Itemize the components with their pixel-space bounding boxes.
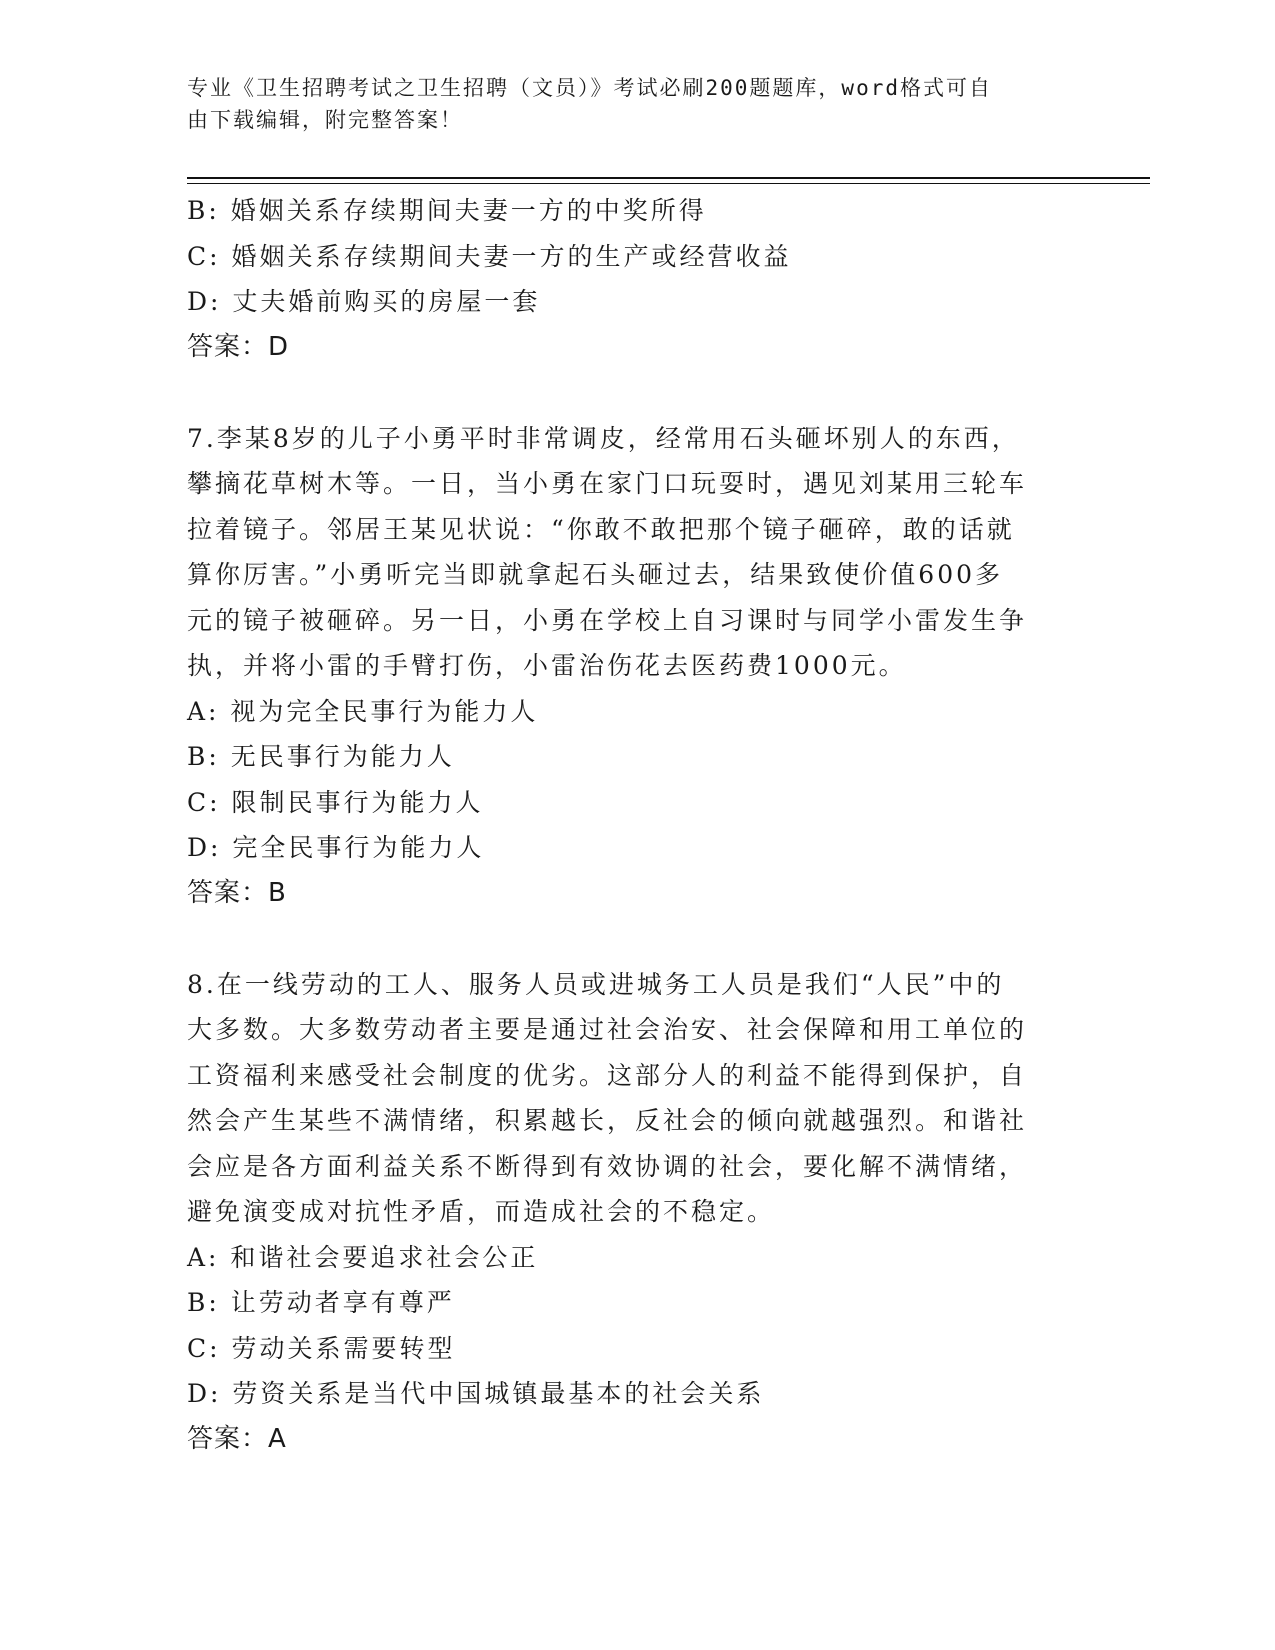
q8-option-b: B: 让劳动者享有尊严: [187, 1288, 455, 1317]
q6-option-c: C: 婚姻关系存续期间夫妻一方的生产或经营收益: [187, 241, 792, 271]
q8-answer: 答案：A: [187, 1423, 287, 1454]
question-8: [187, 962, 1067, 1463]
q7-text-line: 执，并将小雷的手臂打伤，小雷治伤花去医药费1000元。: [187, 651, 907, 680]
q6-answer: 答案：D: [187, 331, 290, 362]
q6-option-b: B: 婚姻关系存续期间夫妻一方的中奖所得: [187, 196, 707, 225]
q7-option-c: C: 限制民事行为能力人: [187, 787, 484, 817]
header-rule-thin: [187, 183, 1150, 184]
q8-option-a: A: 和谐社会要追求社会公正: [187, 1242, 539, 1272]
q7-text-line: 元的镜子被砸碎。另一日，小勇在学校上自习课时与同学小雷发生争: [187, 605, 1028, 635]
header-line-1: 专业《卫生招聘考试之卫生招聘（文员）》考试必刷200题题库，word格式可自: [187, 76, 992, 100]
q7-option-d: D: 完全民事行为能力人: [187, 833, 485, 862]
q8-text-line: 8.在一线劳动的工人、服务人员或进城务工人员是我们“人民”中的: [187, 969, 1005, 999]
q8-text-line: 会应是各方面利益关系不断得到有效协调的社会，要化解不满情绪，: [187, 1151, 1028, 1181]
q6-option-d: D: 丈夫婚前购买的房屋一套: [187, 287, 541, 316]
document-header: [187, 72, 1067, 136]
q7-text-line: 算你厉害。”小勇听完当即就拿起石头砸过去，结果致使价值600多: [187, 560, 1004, 589]
question-6-continued: [187, 188, 1067, 370]
q8-text-line: 然会产生某些不满情绪，积累越长，反社会的倾向就越强烈。和谐社: [187, 1106, 1028, 1135]
q7-text-line: 拉着镜子。邻居王某见状说：“你敢不敢把那个镜子砸碎，敢的话就: [187, 514, 1015, 544]
header-line-2: 由下载编辑，附完整答案！: [187, 108, 463, 132]
q7-answer: 答案：B: [187, 877, 287, 908]
q7-option-a: A: 视为完全民事行为能力人: [187, 696, 539, 726]
q8-option-c: C: 劳动关系需要转型: [187, 1333, 456, 1363]
q7-option-b: B: 无民事行为能力人: [187, 742, 455, 771]
q7-text-line: 7.李某8岁的儿子小勇平时非常调皮，经常用石头砸坏别人的东西，: [187, 423, 1020, 453]
q8-option-d: D: 劳资关系是当代中国城镇最基本的社会关系: [187, 1379, 765, 1408]
q8-text-line: 工资福利来感受社会制度的优劣。这部分人的利益不能得到保护，自: [187, 1060, 1028, 1090]
header-rule-thick: [187, 177, 1150, 179]
q7-text-line: 攀摘花草树木等。一日，当小勇在家门口玩耍时，遇见刘某用三轮车: [187, 469, 1028, 498]
q8-text-line: 大多数。大多数劳动者主要是通过社会治安、社会保障和用工单位的: [187, 1015, 1028, 1044]
document-body: [187, 188, 1067, 1462]
question-7: [187, 416, 1067, 917]
q8-text-line: 避免演变成对抗性矛盾，而造成社会的不稳定。: [187, 1197, 776, 1226]
